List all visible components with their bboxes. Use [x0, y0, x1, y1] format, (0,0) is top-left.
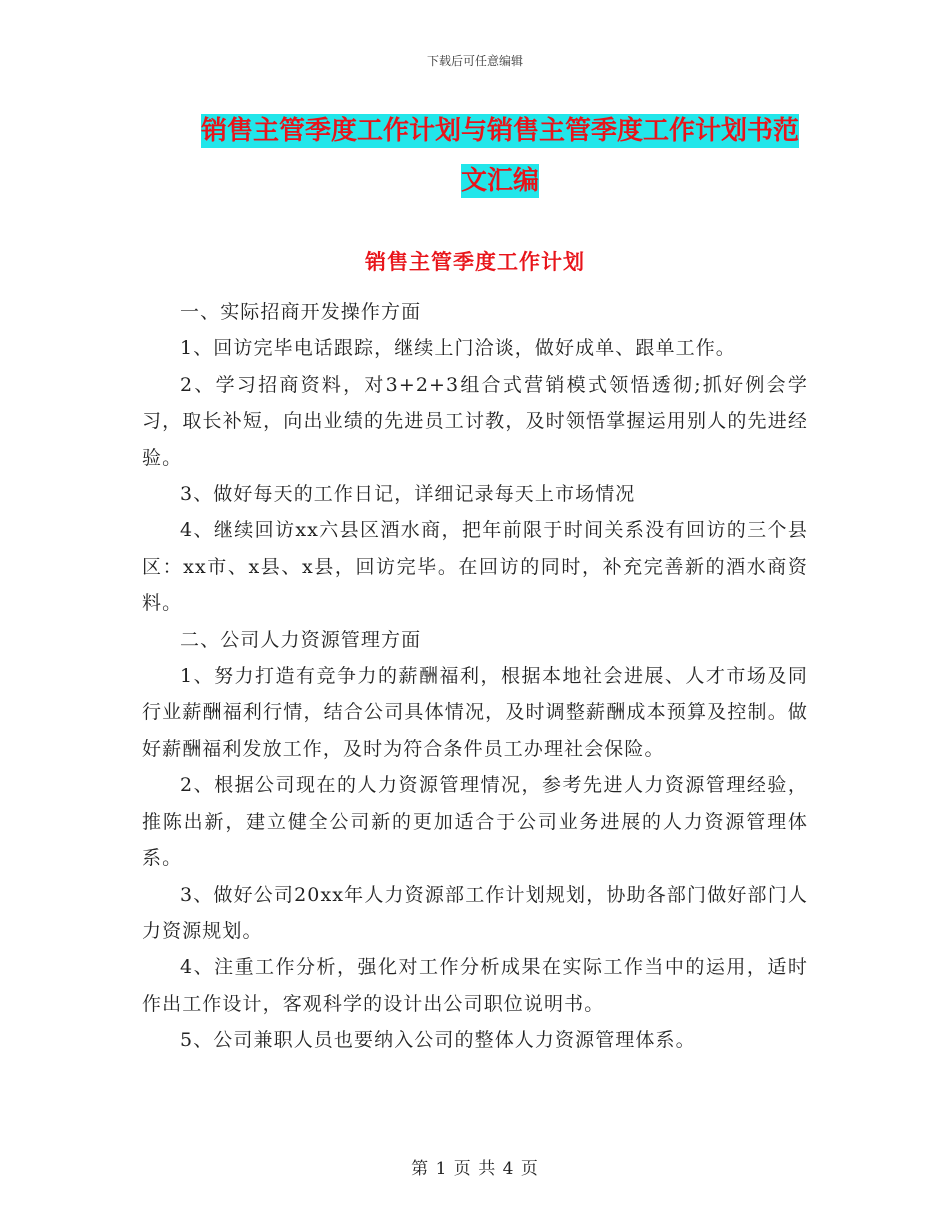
section-title: 销售主管季度工作计划: [365, 250, 585, 274]
page-number: 第 1 页 共 4 页: [411, 1159, 539, 1179]
heading-business-development: 一、实际招商开发操作方面: [180, 301, 422, 323]
paragraph: 3、做好每天的工作日记，详细记录每天上市场情况: [180, 483, 636, 506]
paragraph: 2、学习招商资料，对3+2+3组合式营销模式领悟透彻;抓好例会学习，取长补短，向出业绩的先进员工讨教，及时领悟掌握运用别人的先进经验。: [142, 373, 808, 469]
document-title: [190, 106, 810, 206]
paragraph: 3、做好公司20xx年人力资源部工作计划规划，协助各部门做好部门人力资源规划。: [142, 883, 808, 942]
document-title-text: 销售主管季度工作计划与销售主管季度工作计划书范文汇编: [200, 116, 799, 196]
paragraph: 5、公司兼职人员也要纳入公司的整体人力资源管理体系。: [180, 1029, 696, 1052]
heading-hr-management: 二、公司人力资源管理方面: [180, 628, 422, 651]
paragraph: 4、继续回访xx六县区酒水商，把年前限于时间关系没有回访的三个县区：xx市、x县、x县，回访完毕。在回访的同时，补充完善新的酒水商资料。: [142, 519, 808, 615]
paragraph: 4、注重工作分析，强化对工作分析成果在实际工作当中的运用，适时作出工作设计，客观科学的设计出公司职位说明书。: [142, 956, 808, 1015]
page-header-note: 下载后可任意编辑: [426, 54, 523, 68]
paragraph: 2、根据公司现在的人力资源管理情况，参考先进人力资源管理经验，推陈出新，建立健全公司新的更加适合于公司业务进展的人力资源管理体系。: [142, 774, 808, 870]
paragraph: 1、努力打造有竞争力的薪酬福利，根据本地社会进展、人才市场及同行业薪酬福利行情，结合公司具体情况，及时调整薪酬成本预算及控制。做好薪酬福利发放工作，及时为符合条件员工办理社会保险。: [142, 665, 808, 760]
paragraph: 1、回访完毕电话跟踪，继续上门洽谈，做好成单、跟单工作。: [180, 337, 736, 360]
document-body: [142, 294, 808, 1059]
